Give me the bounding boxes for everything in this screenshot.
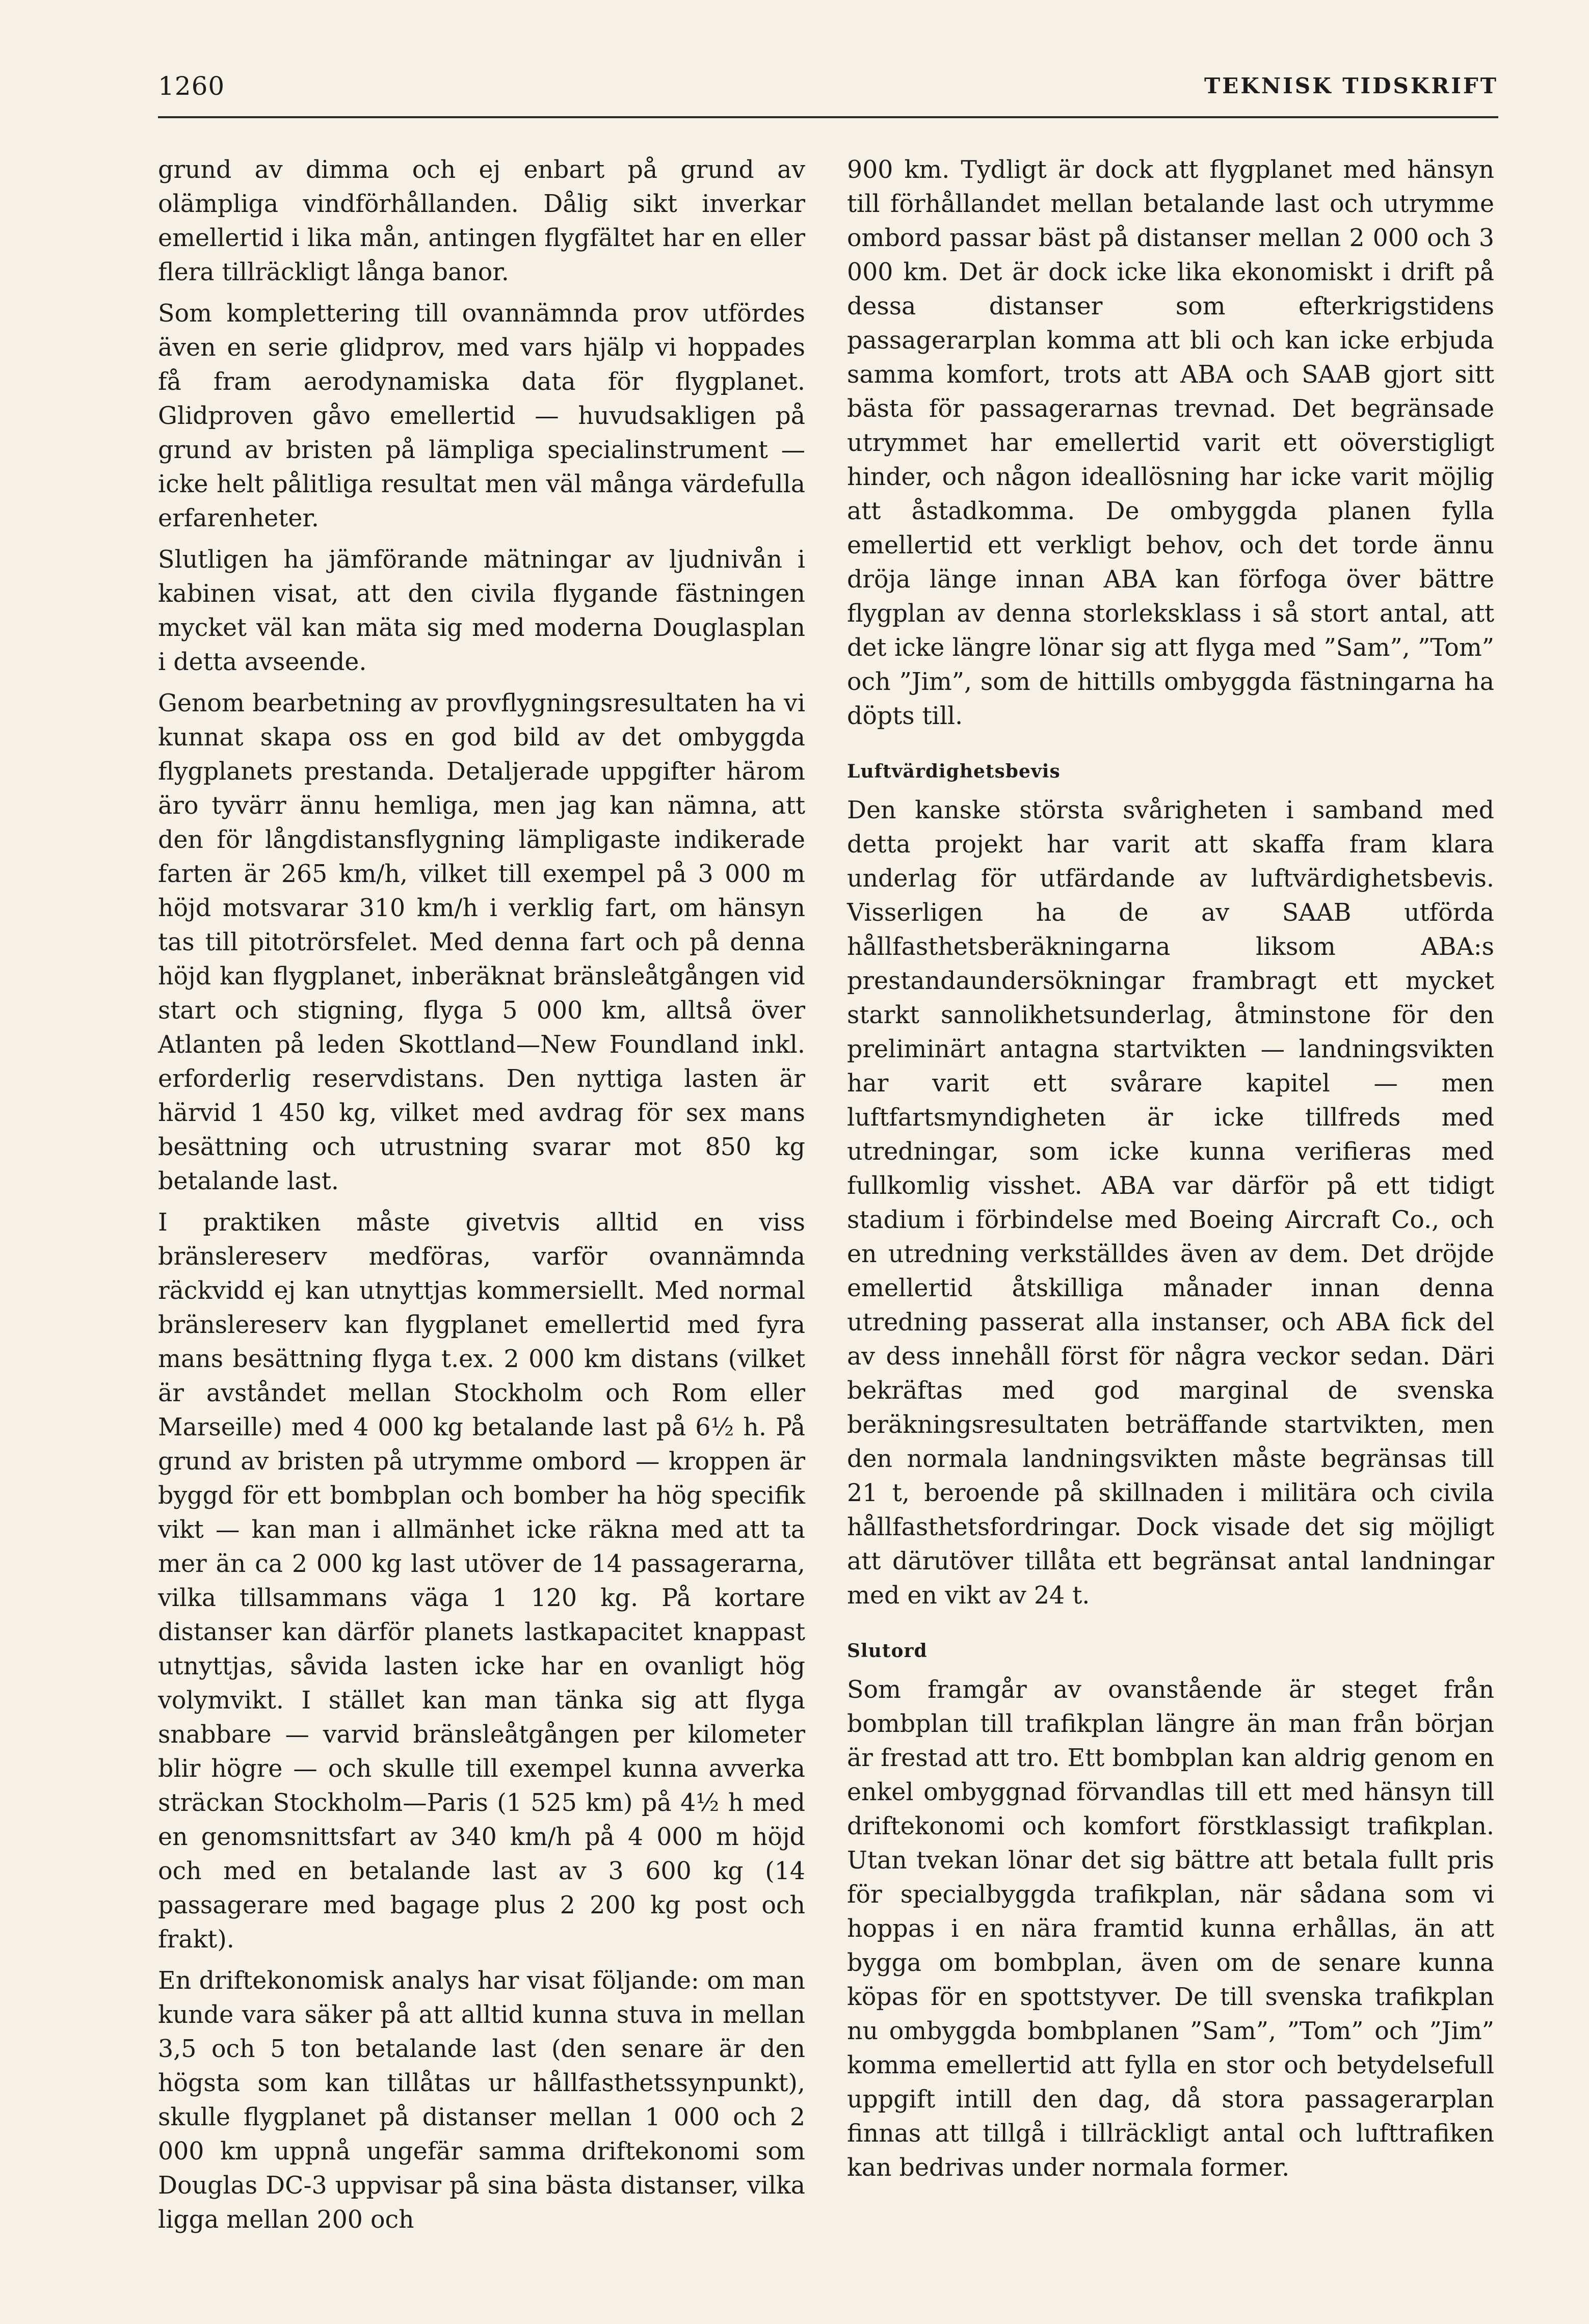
header-rule (158, 116, 1498, 118)
page-header (158, 71, 1498, 107)
journal-title: TEKNISK TIDSKRIFT (1204, 73, 1498, 98)
paragraph: Slutligen ha jämförande mätningar av ljudnivån i kabinen visat, att den civila flygande fästningen mycket väl kan mäta sig med moderna Douglasplan i detta avseende. (158, 546, 805, 676)
left-column (158, 153, 805, 2237)
paragraph: Genom bearbetning av provflygningsresultaten ha vi kunnat skapa oss en god bild av det ombyggda flygplanets prestanda. Detaljerade uppgifter härom äro tyvärr ännu hemliga, men jag kan nämna, att den för långdistansflygning lämpligaste indikerade farten är 265 km/h, vilket till exempel på 3 000 m höjd motsvarar 310 km/h i verklig fart, om hänsyn tas till pitotrörsfelet. Med denna fart och på denna höjd kan flygplanet, inberäknat bränsleåtgången vid start och stigning, flyga 5 000 km, alltså över Atlanten på leden Skottland—New Foundland inkl. erforderlig reservdistans. Den nyttiga lasten är härvid 1 450 kg, vilket med avdrag för sex mans besättning och utrustning svarar mot 850 kg betalande last. (158, 689, 805, 1195)
paragraph: Den kanske största svårigheten i samband med detta projekt har varit att skaffa fram klara underlag för utfärdande av luftvärdighetsbevis. Visserligen ha de av SAAB utförda hållfasthetsberäkningarna liksom ABA:s prestandaundersökningar frambragt ett mycket starkt sannolikhetsunderlag, åtminstone för den preliminärt antagna startvikten — landningsvikten har varit ett svårare kapitel — men luftfartsmyndigheten är icke tillfreds med utredningar, som icke kunna verifieras med fullkomlig visshet. ABA var därför på ett tidigt stadium i förbindelse med Boeing Aircraft Co., och en utredning verkställdes även av dem. Det dröjde emellertid åtskilliga månader innan denna utredning passerat alla instanser, och ABA fick del av dess innehåll först för några veckor sedan. Däri bekräftas med god marginal de svenska beräkningsresultaten beträffande startvikten, men den normala landningsvikten måste begränsas till 21 t, beroende på skillnaden i militära och civila hållfasthetsfordringar. Dock visade det sig möjligt att därutöver tillåta ett begränsat antal landningar med en vikt av 24 t. (847, 796, 1494, 1610)
paragraph: Som framgår av ovanstående är steget från bombplan till trafikplan längre än man från början är frestad att tro. Ett bombplan kan aldrig genom en enkel ombyggnad förvandlas till ett med hänsyn till driftekonomi och komfort förstklassigt trafikplan. Utan tvekan lönar det sig bättre att betala fullt pris för specialbyggda trafikplan, när sådana som vi hoppas i en nära framtid kunna erhållas, än att bygga om bombplan, även om de senare kunna köpas för en spottstyver. De till svenska trafikplan nu ombyggda bombplanen ”Sam”, ”Tom” och ”Jim” komma emellertid att fylla en stor och betydelsefull uppgift intill den dag, då stora passagerarplan finnas att tillgå i tillräckligt antal och lufttrafiken kan bedrivas under normala former. (847, 1676, 1494, 2182)
paragraph: Som komplettering till ovannämnda prov utfördes även en serie glidprov, med vars hjälp vi hoppades få fram aerodynamiska data för flygplanet. Glidproven gåvo emellertid — huvudsakligen på grund av bristen på lämpliga specialinstrument — icke helt pålitliga resultat men väl många värdefulla erfarenheter. (158, 300, 805, 532)
page-number: 1260 (158, 71, 225, 101)
section-heading-slutord: Slutord (847, 1640, 928, 1662)
section-heading-luftvardighetsbevis: Luftvärdighetsbevis (847, 761, 1061, 782)
paragraph: 900 km. Tydligt är dock att flygplanet med hänsyn till förhållandet mellan betalande last och utrymme ombord passar bäst på distanser mellan 2 000 och 3 000 km. Det är dock icke lika ekonomiskt i drift på dessa distanser som efterkrigstidens passagerarplan komma att bli och kan icke erbjuda samma komfort, trots att ABA och SAAB gjort sitt bästa för passagerarnas trevnad. Det begränsade utrymmet har emellertid varit ett oöverstigligt hinder, och någon ideallösning har icke varit möjlig att åstadkomma. De ombyggda planen fylla emellertid ett verkligt behov, och det torde ännu dröja länge innan ABA kan förfoga över bättre flygplan av denna storleksklass i så stort antal, att det icke längre lönar sig att flyga med ”Sam”, ”Tom” och ”Jim”, som de hittills ombyggda fästningarna ha döpts till. (847, 156, 1494, 730)
paragraph: I praktiken måste givetvis alltid en viss bränslereserv medföras, varför ovannämnda räckvidd ej kan utnyttjas kommersiellt. Med normal bränslereserv kan flygplanet emellertid med fyra mans besättning flyga t.ex. 2 000 km distans (vilket är avståndet mellan Stockholm och Rom eller Marseille) med 4 000 kg betalande last på 6½ h. På grund av bristen på utrymme ombord — kroppen är byggd för ett bombplan och bomber ha hög specifik vikt — kan man i allmänhet icke räkna med att ta mer än ca 2 000 kg last utöver de 14 passagerarna, vilka tillsammans väga 1 120 kg. På kortare distanser kan därför planets lastkapacitet knappast utnyttjas, såvida lasten icke har en ovanligt hög volymvikt. I stället kan man tänka sig att flyga snabbare — varvid bränsleåtgången per kilometer blir högre — och skulle till exempel kunna avverka sträckan Stockholm—Paris (1 525 km) på 4½ h med en genomsnittsfart av 340 km/h på 4 000 m höjd och med en betalande last av 3 600 kg (14 passagerare med bagage plus 2 200 kg post och frakt). (158, 1209, 805, 1954)
right-column (847, 153, 1494, 2185)
paragraph: grund av dimma och ej enbart på grund av olämpliga vindförhållanden. Dålig sikt inverkar emellertid i lika mån, antingen flygfältet har en eller flera tillräckligt långa banor. (158, 156, 805, 286)
paragraph: En driftekonomisk analys har visat följande: om man kunde vara säker på att alltid kunna stuva in mellan 3,5 och 5 ton betalande last (den senare är den högsta som kan tillåtas ur hållfasthetssynpunkt), skulle flygplanet på distanser mellan 1 000 och 2 000 km uppnå ungefär samma driftekonomi som Douglas DC-3 uppvisar på sina bästa distanser, vilka ligga mellan 200 och (158, 1967, 805, 2234)
